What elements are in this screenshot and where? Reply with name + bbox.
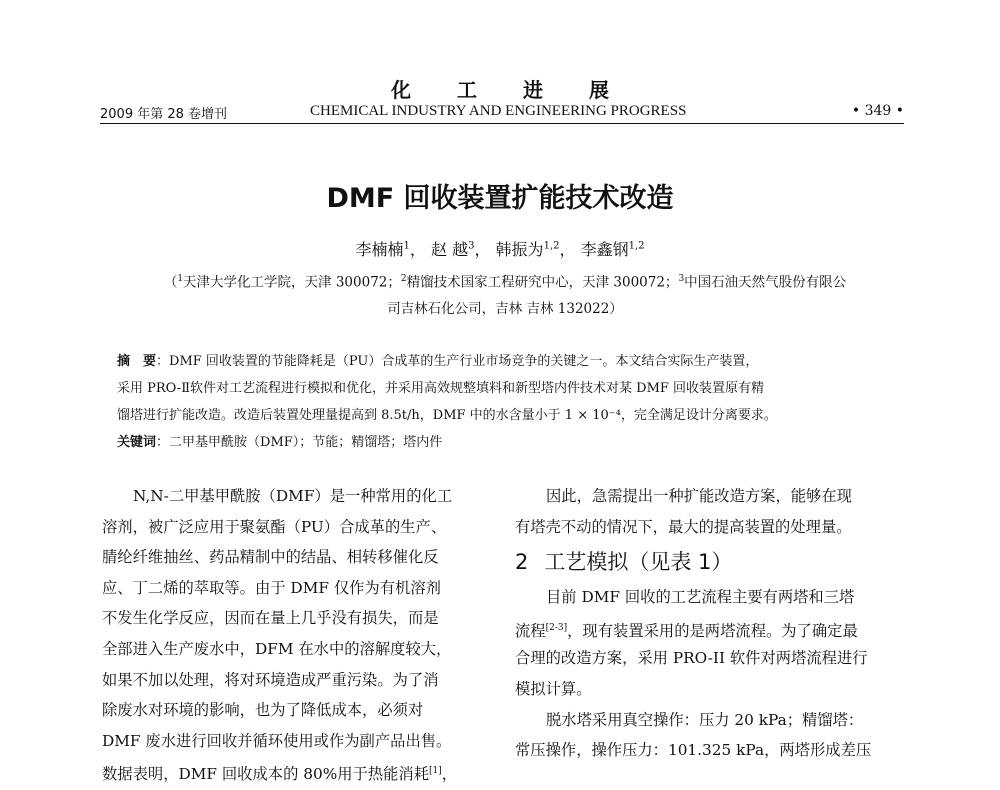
body-line: 有塔壳不动的情况下，最大的提高装置的处理量。 [515,517,852,536]
abstract [117,348,887,456]
body-line: N,N-二甲基甲酰胺（DMF）是一种常用的化工 [133,487,453,505]
affiliation-mark: 1 [177,274,184,284]
running-head [100,101,904,124]
issue-label: 2009 年第 28 卷增刊 [100,107,228,122]
body-column-right [515,481,895,766]
section-heading [515,542,895,582]
affiliation-mark: 3 [678,274,685,284]
keywords-label: 关键词 [117,435,157,450]
affiliations [110,266,900,322]
body-line: 因此，急需提出一种扩能改造方案，能够在现 [546,487,852,505]
author-name: 李楠楠 [355,240,404,259]
journal-english-title: CHEMICAL INDUSTRY AND ENGINEERING PROGRESS [310,103,687,119]
affiliation-text: 精馏技术国家工程研究中心，天津 300072； [406,274,679,291]
citation: [2-3] [545,622,568,633]
body-line: 全部进入生产废水中，DFM 在水中的溶解度较大， [102,639,452,658]
author-affiliation-mark: 1,2 [628,240,645,252]
affiliation-text: 天津大学化工学院，天津 300072； [183,274,401,291]
body-line: 应、丁二烯的萃取等。由于 DMF 仅作为有机溶剂 [102,578,441,597]
citation: [1] [429,766,442,777]
affiliation-text: 中国石油天然气股份有限公 [684,274,847,291]
body-line: 模拟计算。 [515,679,592,698]
body-line: 常压操作，操作压力：101.325 kPa，两塔形成差压 [515,741,872,760]
body-line: 溶剂，被广泛应用于聚氨酯（PU）合成革的生产、 [102,517,447,536]
body-text: 流程 [515,621,546,640]
open-paren: （ [163,274,178,291]
body-line [102,756,482,787]
abstract-line: 馏塔进行扩能改造。改造后装置处理量提高到 8.5t/h，DMF 中的水含量小于 1 × 10⁻⁴，完全满足设计分离要求。 [117,408,777,423]
body-line: DMF 废水进行回收并循环使用或作为副产品出售。 [102,731,452,750]
body-line: 腈纶纤维抽丝、药品精制中的结晶、相转移催化反 [102,548,439,567]
author-affiliation-mark: 1 [403,240,410,252]
affiliation-line [110,266,900,296]
body-line: 目前 DMF 回收的工艺流程主要有两塔和三塔 [546,588,855,607]
author-list: 李楠楠$^1$， 赵 越$^3$， 韩振为$^{1,2}$， 李鑫钢$^{1,2}$ [355,240,645,259]
abstract-text: ：DMF 回收装置的节能降耗是（PU）合成革的生产行业市场竞争的关键之一。本文结合实际生产装置， [156,354,759,369]
author-name: 李鑫钢 [580,240,629,259]
body-column-left [102,481,482,787]
body-line: 除废水对环境的影响，也为了降低成本，必须对 [102,701,424,720]
body-line: 脱水塔采用真空操作：压力 20 kPa；精馏塔： [546,710,864,729]
body-line: 如果不加以处理，将对环境造成严重污染。为了消 [102,670,439,689]
keywords-line [117,429,887,456]
affiliation-line: 司吉林石化公司，吉林 吉林 132022） [387,300,623,317]
paper-title: DMF 回收装置扩能技术改造 [326,183,674,214]
page-number: • 349 • [851,103,904,119]
body-text: 数据表明，DMF 回收成本的 80%用于热能消耗 [102,765,430,784]
abstract-label: 摘 要 [117,354,157,369]
body-line [515,613,895,644]
affiliation-mark: 2 [400,274,407,284]
body-line: 合理的改造方案，采用 PRO-II 软件对两塔流程进行 [515,649,868,668]
author-name: 赵 越 [430,240,469,259]
author-affiliation-mark: 1,2 [543,240,560,252]
abstract-line [117,348,887,375]
author-name: 韩振为 [495,240,544,259]
section-title: 工艺模拟（见表 1） [544,550,733,575]
author-affiliation-mark: 3 [468,240,475,252]
body-line: 不发生化学反应，因而在量上几乎没有损失，而是 [102,609,439,628]
body-text: ，现有装置采用的是两塔流程。为了确定最 [567,621,858,640]
journal-title: 化工进展 [391,78,655,102]
keywords-text: ：二甲基甲酰胺（DMF）；节能；精馏塔；塔内件 [156,435,443,450]
body-text: ， [441,765,458,784]
abstract-line: 采用 PRO-Ⅱ软件对工艺流程进行模拟和优化，并采用高效规整填料和新型塔内件技术对某 DMF 回收装置原有精 [117,381,765,396]
section-number: 2 [515,550,529,575]
